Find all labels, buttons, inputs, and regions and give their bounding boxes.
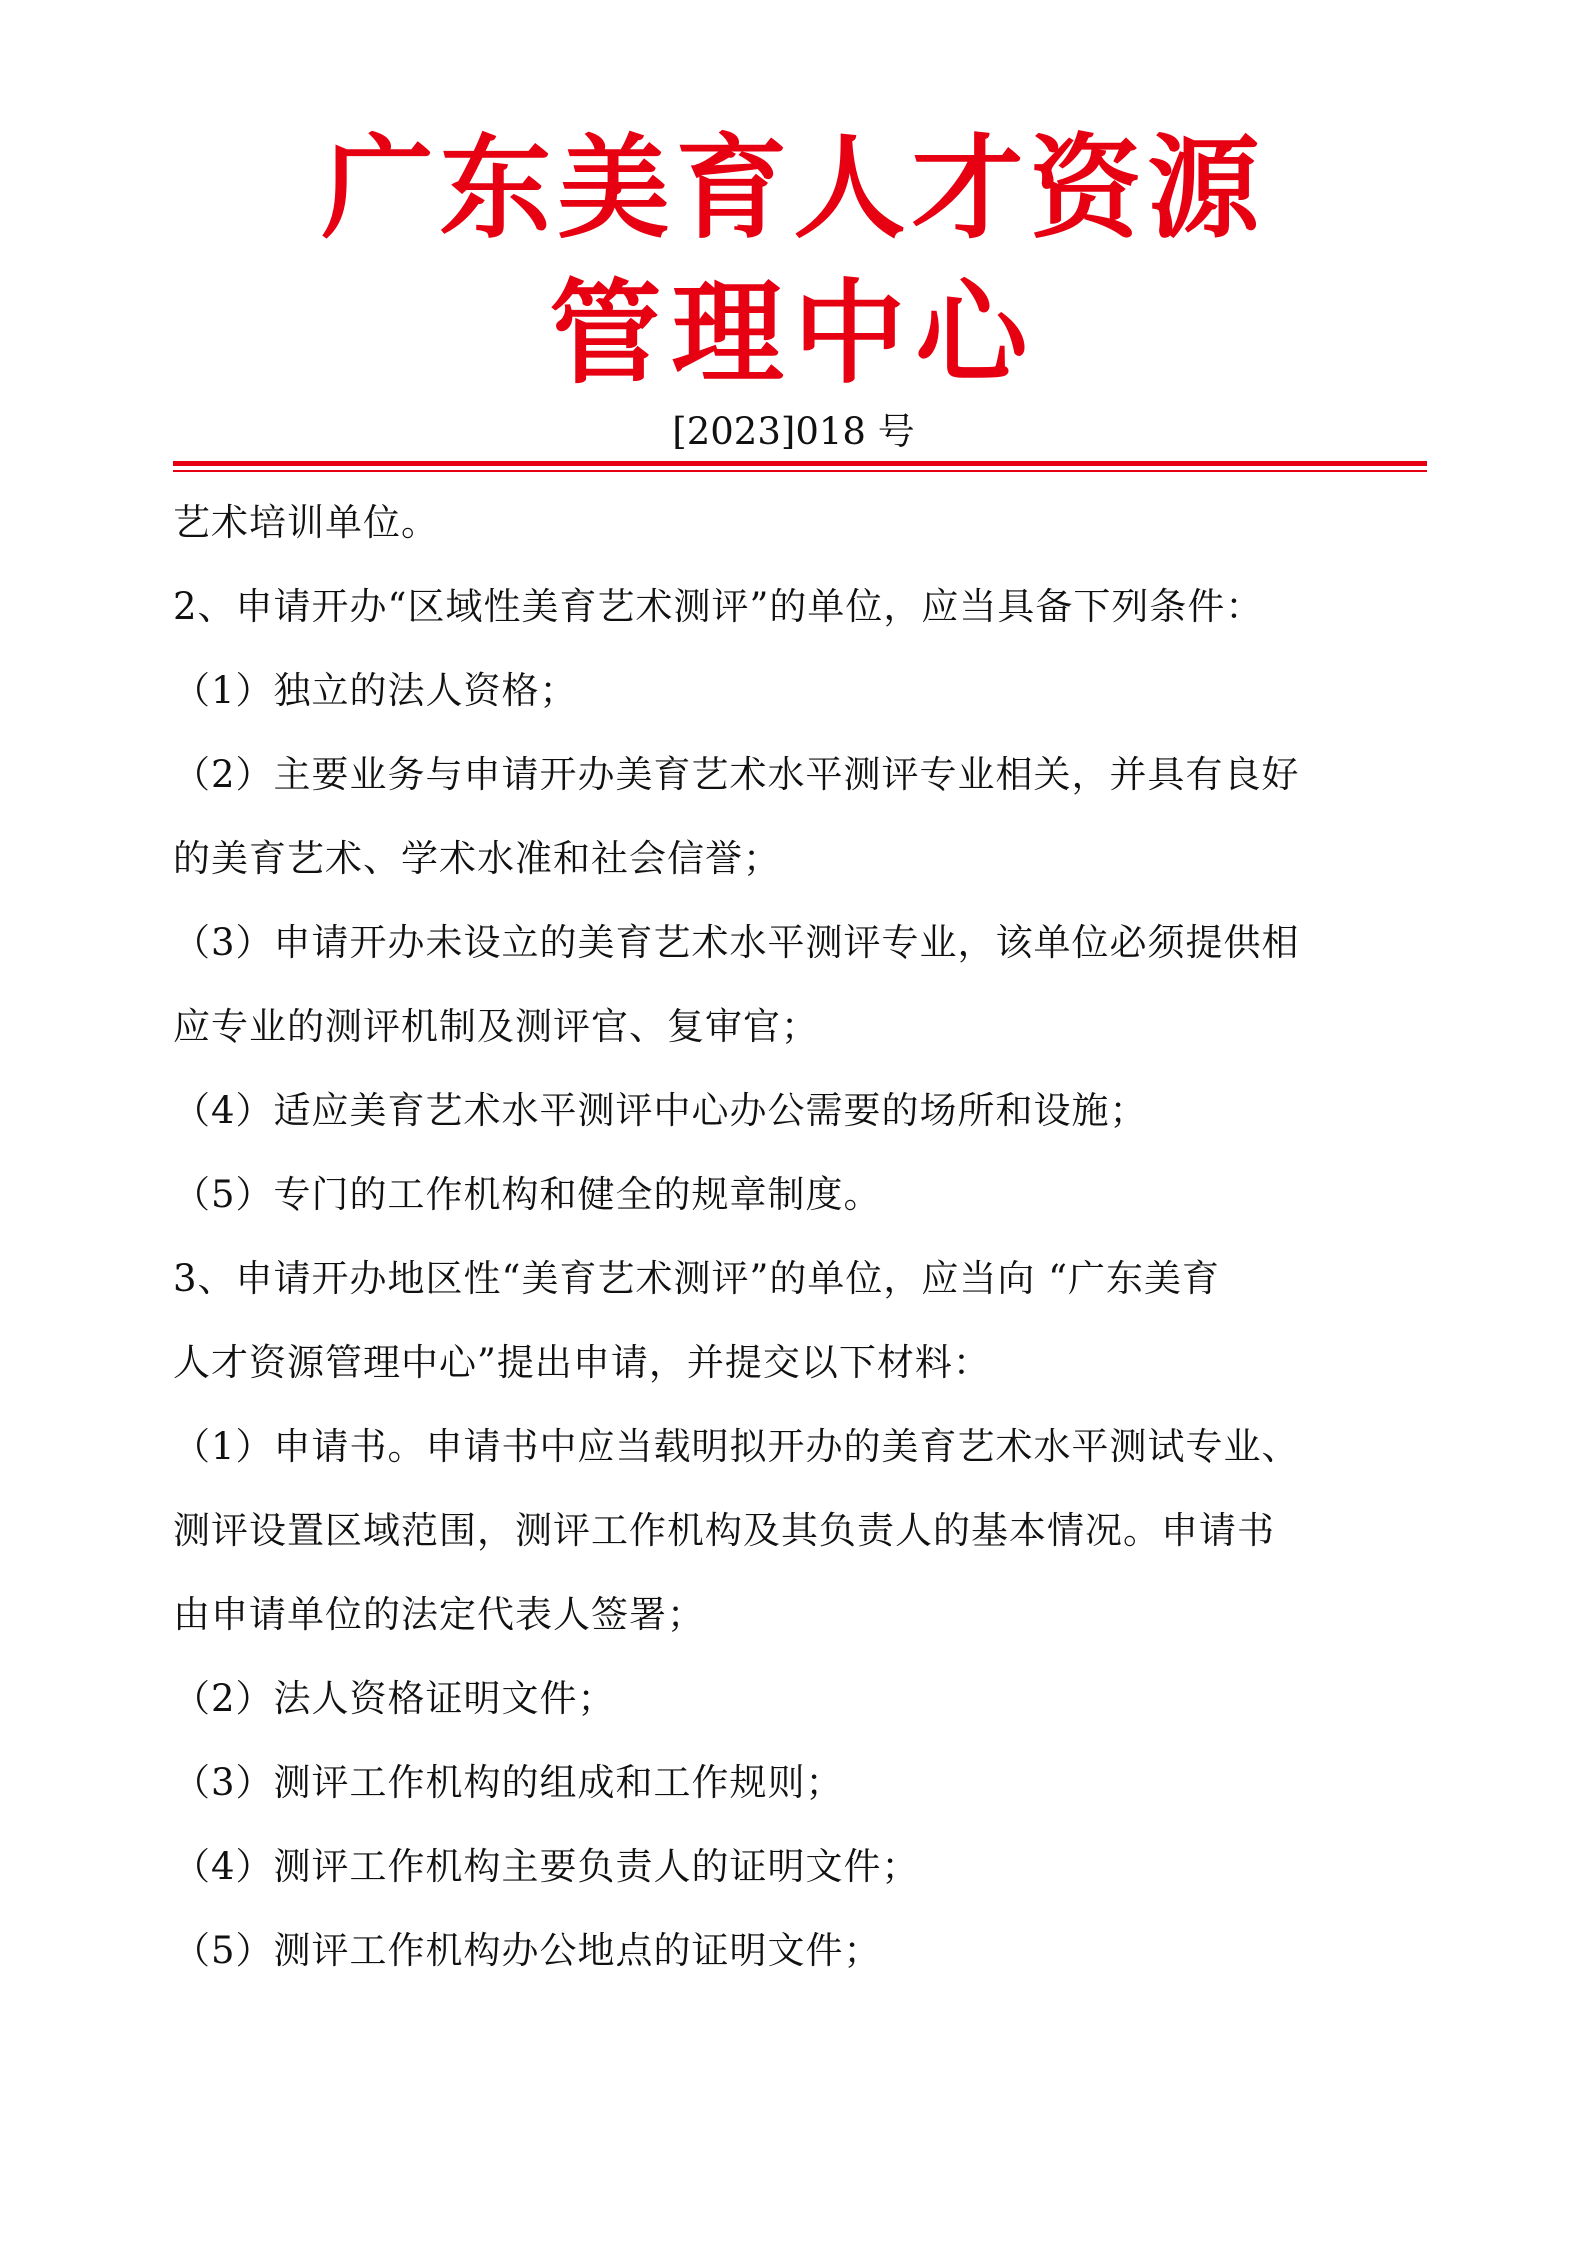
body-line: （5）测评工作机构办公地点的证明文件； (173, 1929, 882, 1972)
document-body (173, 481, 1429, 1993)
body-line: （1）申请书。申请书中应当载明拟开办的美育艺术水平测试专业、 (173, 1425, 1300, 1468)
header-divider-thin (173, 470, 1427, 472)
body-line: 人才资源管理中心”提出申请，并提交以下材料： (173, 1341, 991, 1384)
body-line: （3）申请开办未设立的美育艺术水平测评专业，该单位必须提供相 (173, 921, 1300, 964)
body-line: 测评设置区域范围，测评工作机构及其负责人的基本情况。申请书 (173, 1509, 1275, 1552)
body-line: （4）测评工作机构主要负责人的证明文件； (173, 1845, 920, 1888)
body-line: （2）法人资格证明文件； (173, 1677, 616, 1720)
body-line: 应专业的测评机制及测评官、复审官； (173, 1005, 819, 1048)
body-line: （1）独立的法人资格； (173, 669, 578, 712)
body-line: （5）专门的工作机构和健全的规章制度。 (173, 1173, 882, 1216)
body-line: 艺术培训单位。 (173, 501, 439, 544)
document-title-line1: 广东美育人才资源 (321, 124, 1266, 254)
document-number: [2023]018 号 (672, 410, 915, 453)
body-line: 3、申请开办地区性“美育艺术测评”的单位，应当向 “广东美育 (173, 1257, 1221, 1300)
body-line: （4）适应美育艺术水平测评中心办公需要的场所和设施； (173, 1089, 1148, 1132)
body-line: （2）主要业务与申请开办美育艺术水平测评专业相关，并具有良好 (173, 753, 1300, 796)
body-line: 2、申请开办“区域性美育艺术测评”的单位，应当具备下列条件： (173, 585, 1264, 628)
header-divider-thick (173, 461, 1427, 466)
body-line: 的美育艺术、学术水准和社会信誉； (173, 837, 781, 880)
body-line: （3）测评工作机构的组成和工作规则； (173, 1761, 844, 1804)
document-title-line2: 管理中心 (549, 269, 1038, 399)
body-line: 由申请单位的法定代表人签署； (173, 1593, 705, 1636)
